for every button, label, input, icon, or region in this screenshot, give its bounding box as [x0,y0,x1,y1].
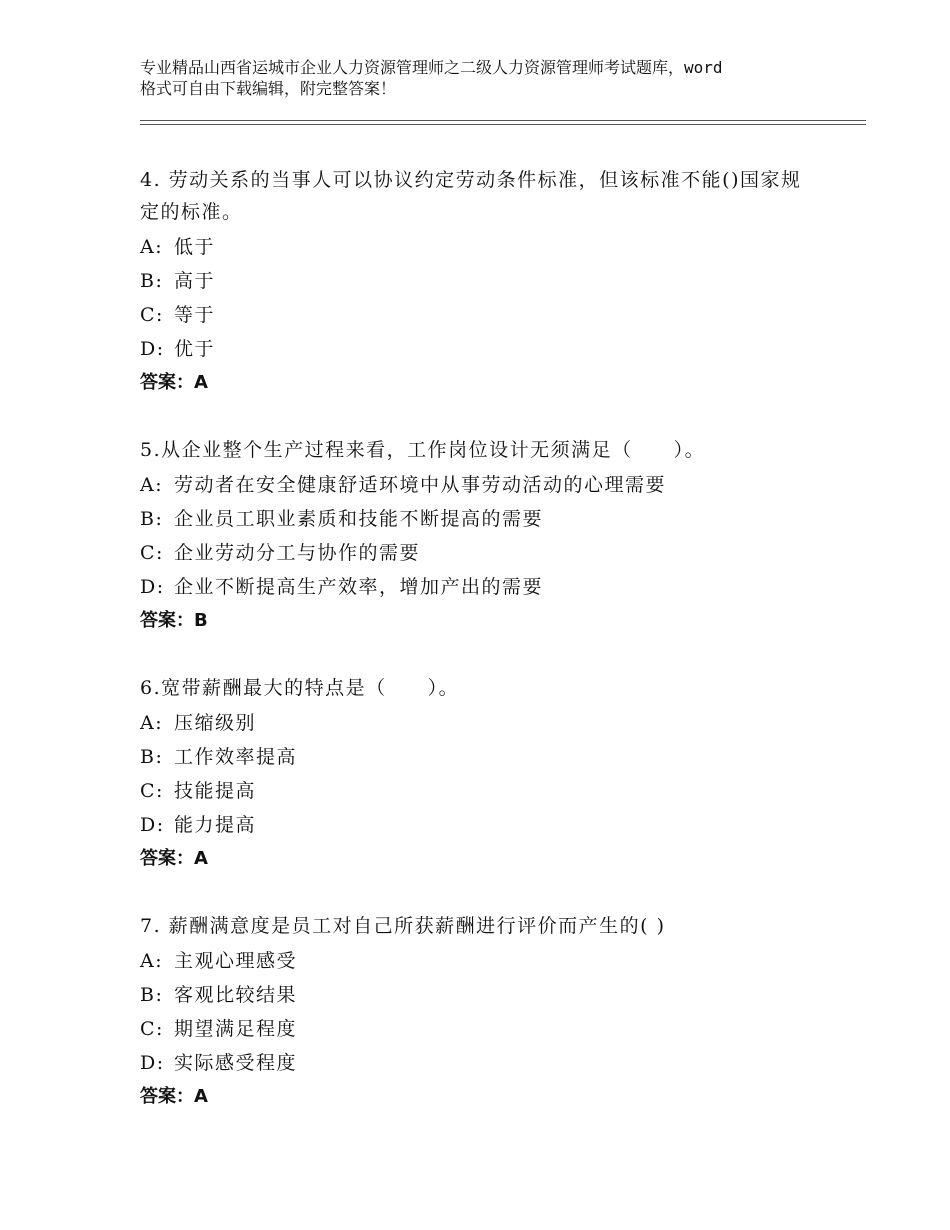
option-letter: D: [140,1052,165,1074]
option-letter: A: [140,712,164,734]
option-letter: C: [140,780,164,802]
answer-value: A [194,372,208,393]
option-letter: C: [140,1018,164,1040]
document-header [140,57,840,99]
answer-value: B [194,610,208,631]
option-text: 高于 [174,270,216,292]
option-letter: B: [140,984,164,1006]
question-stem: 6.宽带薪酬最大的特点是（ ）。 [140,677,460,699]
option-a [140,706,820,740]
option-text: 工作效率提高 [174,746,298,768]
option-letter: D: [140,576,165,598]
option-c [140,774,820,808]
header-title-line-1: 专业精品山西省运城市企业人力资源管理师之二级人力资源管理师考试题库，word [140,58,723,77]
answer-value: A [194,848,208,869]
option-text: 优于 [174,338,216,360]
option-text: 期望满足程度 [174,1018,298,1040]
answer-line [140,1080,820,1114]
question-7 [140,910,820,1114]
option-text: 企业不断提高生产效率，增加产出的需要 [174,576,544,598]
question-4 [140,164,820,400]
header-divider-top [140,120,866,121]
answer-line [140,604,820,638]
option-letter: B: [140,508,164,530]
option-d [140,332,820,366]
option-text: 技能提高 [174,780,257,802]
answer-label: 答案： [140,610,194,631]
question-6 [140,672,820,876]
answer-line [140,366,820,400]
option-b [140,502,820,536]
option-a [140,468,820,502]
question-5 [140,434,820,638]
option-letter: C: [140,304,164,326]
option-letter: B: [140,270,164,292]
option-text: 实际感受程度 [174,1052,298,1074]
option-text: 压缩级别 [174,712,257,734]
option-letter: A: [140,474,164,496]
answer-label: 答案： [140,372,194,393]
option-c [140,536,820,570]
option-a [140,230,820,264]
answer-label: 答案： [140,1086,194,1107]
question-stem: 7. 薪酬满意度是员工对自己所获薪酬进行评价而产生的( ) [140,915,666,937]
option-text: 客观比较结果 [174,984,298,1006]
option-text: 企业员工职业素质和技能不断提高的需要 [174,508,544,530]
option-c [140,298,820,332]
option-b [140,264,820,298]
option-text: 主观心理感受 [174,950,298,972]
option-b [140,740,820,774]
option-c [140,1012,820,1046]
answer-value: A [194,1086,208,1107]
option-letter: B: [140,746,164,768]
option-d [140,1046,820,1080]
header-divider-bottom [140,124,866,125]
option-text: 等于 [174,304,216,326]
answer-label: 答案： [140,848,194,869]
option-text: 企业劳动分工与协作的需要 [174,542,421,564]
question-stem: 4. 劳动关系的当事人可以协议约定劳动条件标准，但该标准不能()国家规定的标准。 [140,169,802,223]
option-letter: A: [140,236,164,258]
option-letter: C: [140,542,164,564]
option-text: 劳动者在安全健康舒适环境中从事劳动活动的心理需要 [174,474,667,496]
option-a [140,944,820,978]
header-title-line-2: 格式可自由下载编辑，附完整答案！ [140,79,397,98]
option-letter: A: [140,950,164,972]
option-letter: D: [140,814,165,836]
question-stem: 5.从企业整个生产过程来看，工作岗位设计无须满足（ ）。 [140,439,706,461]
option-text: 能力提高 [174,814,257,836]
option-b [140,978,820,1012]
option-text: 低于 [174,236,216,258]
option-letter: D: [140,338,165,360]
option-d [140,570,820,604]
option-d [140,808,820,842]
answer-line [140,842,820,876]
question-list [140,164,820,1148]
